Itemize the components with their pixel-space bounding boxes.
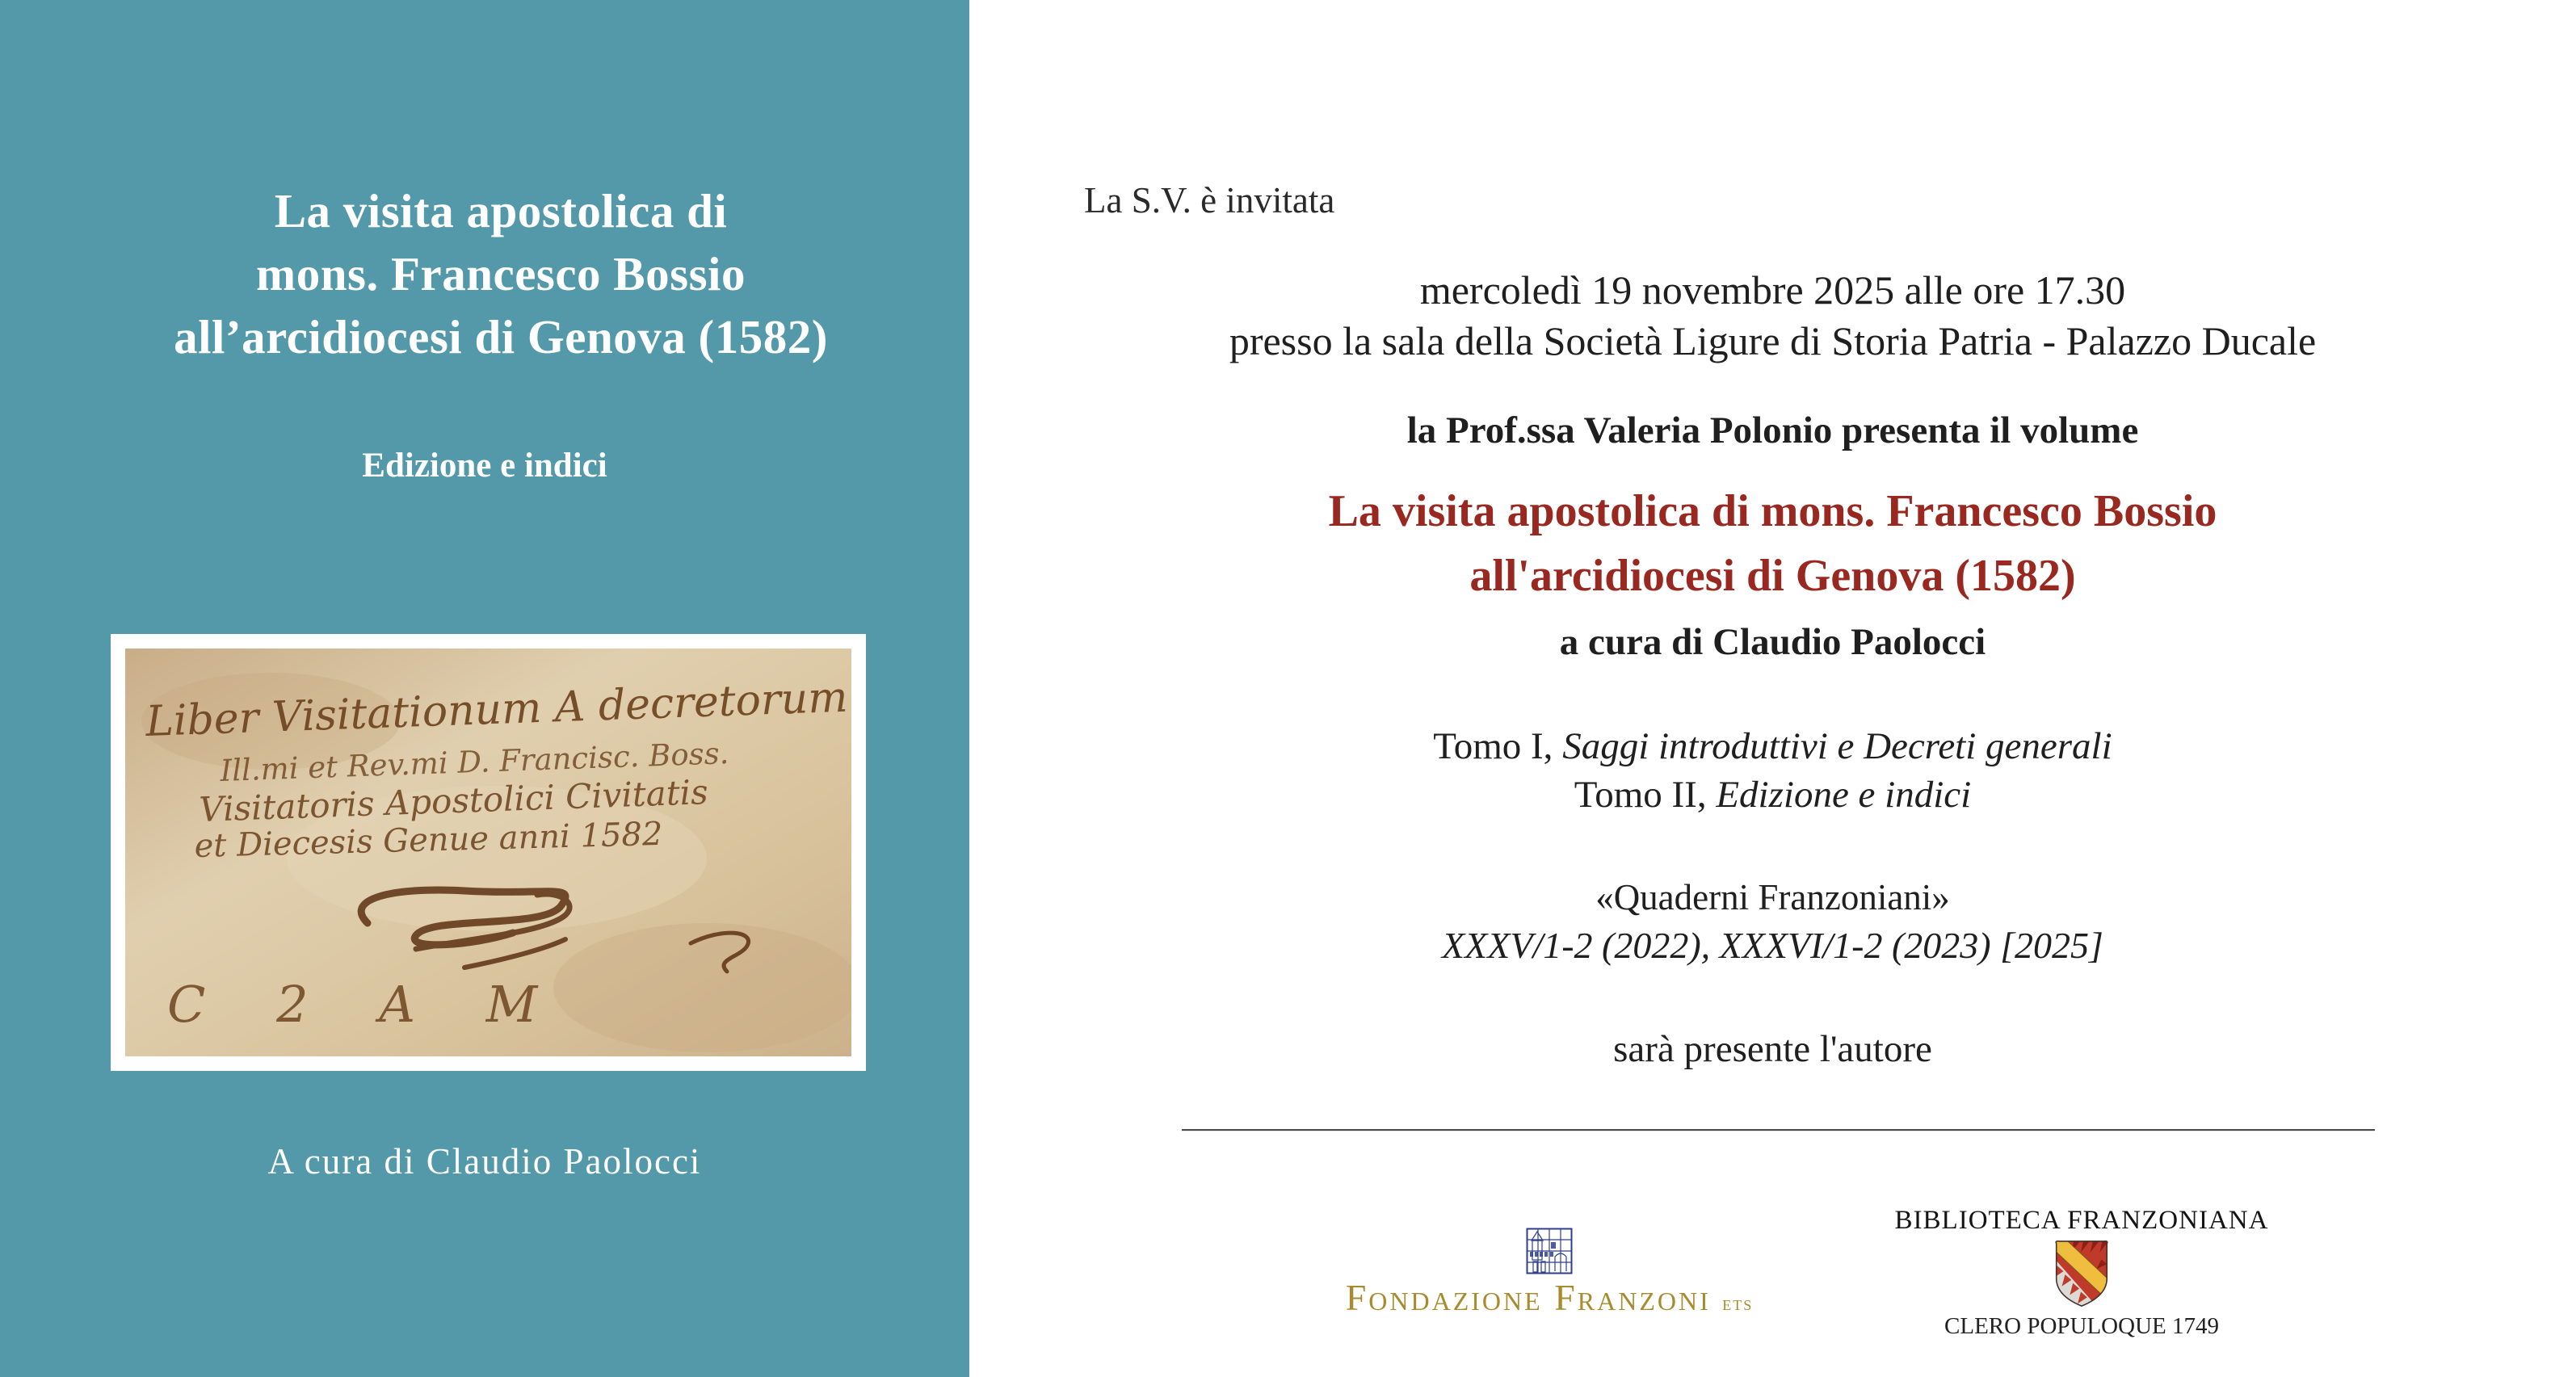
manuscript-line-4: et Diecesis Genue anni 1582 [194,815,663,865]
book-cover-panel [0,0,969,1377]
biblioteca-shield-icon [2052,1239,2112,1310]
salutation: La S.V. è invitata [1084,180,1335,220]
tome-2-line [969,773,2576,817]
tome-2-prefix: Tomo II, [1574,774,1717,816]
fondazione-franzoni-logo [1307,1228,1792,1322]
biblioteca-name: BIBLIOTECA FRANZONIANA [1894,1206,2269,1235]
fondazione-name [1307,1279,1792,1322]
cover-title-line-1: La visita apostolica di [274,184,728,237]
divider-line [1182,1129,2375,1131]
presenter-line: la Prof.ssa Valeria Polonio presenta il volume [1406,409,2139,451]
book-curator: a cura di Claudio Paolocci [1559,621,1986,663]
series-issues: XXXV/1-2 (2022), XXXVI/1-2 (2023) [2025] [1442,925,2103,966]
manuscript-line-3: Visitatoris Apostolici Civitatis [198,772,709,829]
series-name: «Quaderni Franzoniani» [1595,877,1950,917]
tome-1-line [969,724,2576,768]
book-title-line-2: all'arcidiocesi di Genova (1582) [1469,551,2076,601]
manuscript-line-1: Liber Visitationum A decretorum [145,673,849,746]
invitation-panel [969,0,2576,1377]
event-datetime: mercoledì 19 novembre 2025 alle ore 17.30 [1419,267,2126,313]
manuscript-line-2: Ill.mi et Rev.mi D. Francisc. Boss. [219,736,730,788]
fondazione-ets-suffix: ets [1722,1291,1754,1315]
manuscript-photo [111,634,866,1071]
cover-title-line-2: mons. Francesco Bossio [256,247,746,300]
biblioteca-motto: CLERO POPULOQUE 1749 [1944,1313,2219,1339]
book-title-line-1: La visita apostolica di mons. Francesco Bossio [1328,486,2217,536]
tome-2-title: Edizione e indici [1716,774,1972,816]
cover-curator: A cura di Claudio Paolocci [267,1141,702,1182]
manuscript-signature: C 2 A M [167,975,565,1034]
cover-subtitle: Edizione e indici [362,447,607,485]
cover-title-line-3: all’arcidiocesi di Genova (1582) [174,310,828,363]
author-presence-note: sarà presente l'autore [1613,1028,1932,1070]
manuscript-parchment-image [125,649,851,1056]
fondazione-name-text: Fondazione Franzoni [1345,1277,1711,1318]
tome-1-title: Saggi introduttivi e Decreti generali [1562,725,2112,767]
fondazione-emblem-icon [1526,1228,1573,1274]
biblioteca-franzoniana-logo [1880,1206,2284,1340]
event-venue: presso la sala della Società Ligure di Storia Patria - Palazzo Ducale [1229,318,2317,363]
cover-title [48,179,953,368]
tome-1-prefix: Tomo I, [1433,725,1563,767]
